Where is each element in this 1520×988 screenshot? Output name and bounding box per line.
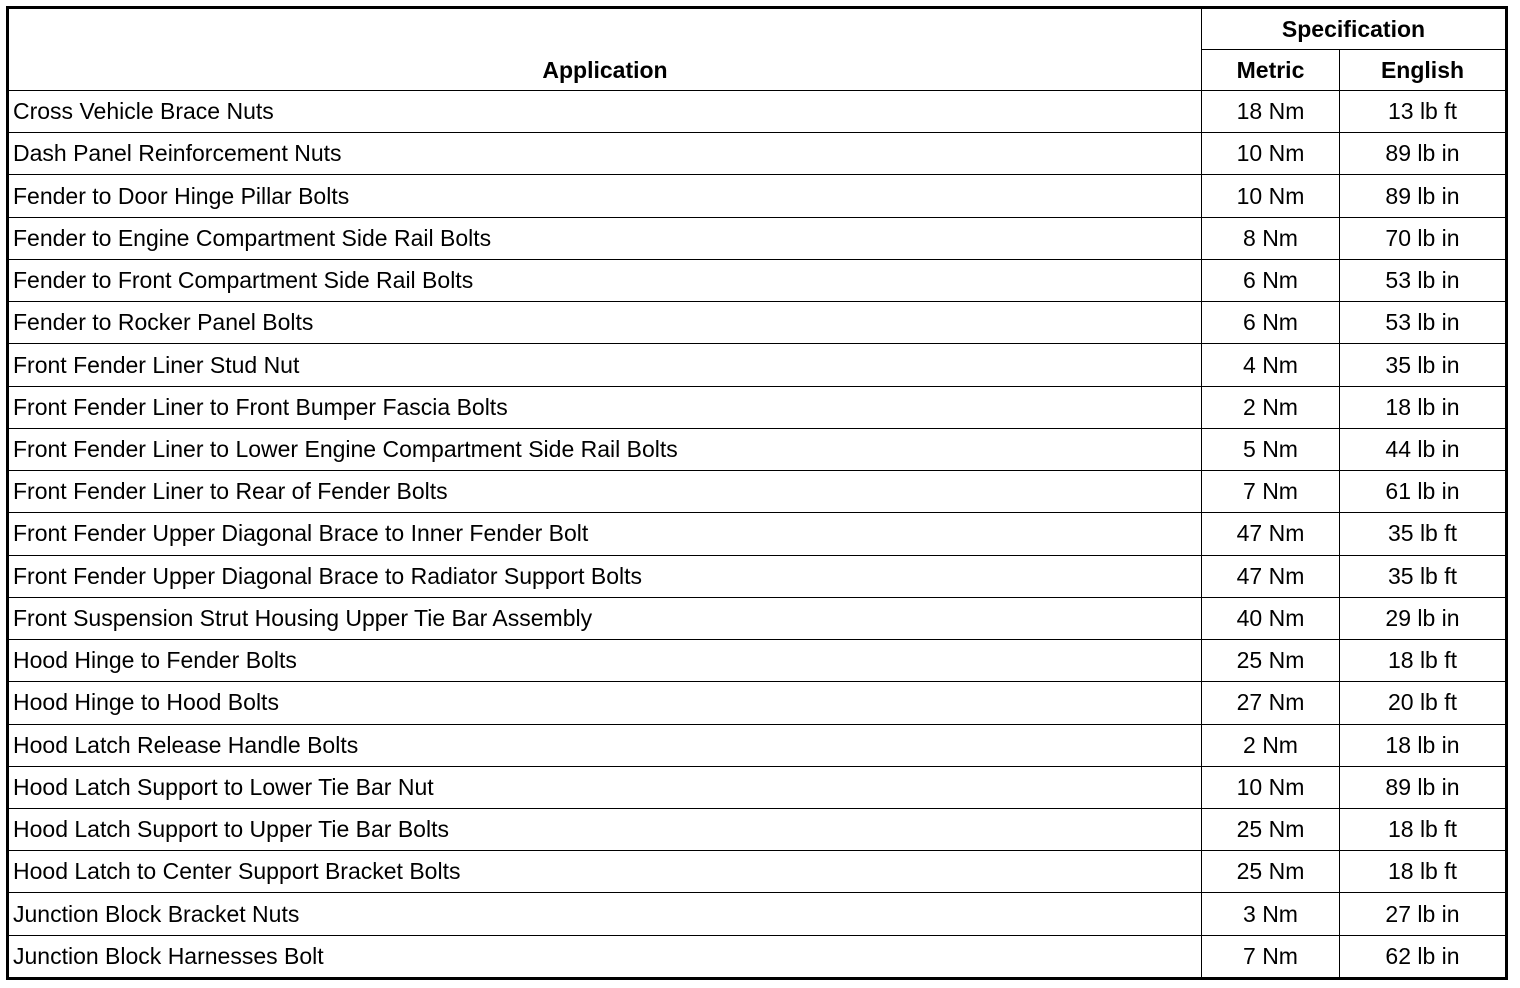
application-cell: Dash Panel Reinforcement Nuts	[8, 133, 1202, 175]
table-row	[8, 428, 1507, 470]
metric-value-cell: 25 Nm	[1202, 851, 1340, 893]
application-cell: Front Fender Upper Diagonal Brace to Radiator Support Bolts	[8, 555, 1202, 597]
application-cell: Front Fender Upper Diagonal Brace to Inner Fender Bolt	[8, 513, 1202, 555]
specification-column-header: Specification	[1202, 8, 1507, 50]
table-row	[8, 471, 1507, 513]
metric-value-cell: 8 Nm	[1202, 217, 1340, 259]
english-value-cell: 13 lb ft	[1340, 91, 1507, 133]
table-row	[8, 217, 1507, 259]
english-value-cell: 18 lb in	[1340, 386, 1507, 428]
application-cell: Junction Block Bracket Nuts	[8, 893, 1202, 935]
table-row	[8, 935, 1507, 978]
metric-value-cell: 10 Nm	[1202, 766, 1340, 808]
english-value-cell: 53 lb in	[1340, 259, 1507, 301]
metric-value-cell: 6 Nm	[1202, 259, 1340, 301]
application-cell: Fender to Front Compartment Side Rail Bolts	[8, 259, 1202, 301]
table-row	[8, 724, 1507, 766]
english-value-cell: 53 lb in	[1340, 302, 1507, 344]
table-row	[8, 386, 1507, 428]
english-value-cell: 35 lb ft	[1340, 555, 1507, 597]
metric-column-header: Metric	[1202, 50, 1340, 91]
application-cell: Front Suspension Strut Housing Upper Tie Bar Assembly	[8, 597, 1202, 639]
metric-value-cell: 47 Nm	[1202, 513, 1340, 555]
metric-value-cell: 2 Nm	[1202, 724, 1340, 766]
application-cell: Hood Hinge to Hood Bolts	[8, 682, 1202, 724]
english-value-cell: 18 lb ft	[1340, 640, 1507, 682]
table-row	[8, 766, 1507, 808]
metric-value-cell: 27 Nm	[1202, 682, 1340, 724]
application-cell: Hood Latch to Center Support Bracket Bolts	[8, 851, 1202, 893]
application-cell: Hood Latch Release Handle Bolts	[8, 724, 1202, 766]
table-row	[8, 259, 1507, 301]
metric-value-cell: 10 Nm	[1202, 133, 1340, 175]
english-value-cell: 44 lb in	[1340, 428, 1507, 470]
table-row	[8, 808, 1507, 850]
application-cell: Fender to Door Hinge Pillar Bolts	[8, 175, 1202, 217]
application-cell: Front Fender Liner Stud Nut	[8, 344, 1202, 386]
fastener-specification-table	[6, 6, 1508, 980]
table-header	[8, 8, 1507, 91]
english-value-cell: 35 lb ft	[1340, 513, 1507, 555]
table-row	[8, 597, 1507, 639]
metric-value-cell: 2 Nm	[1202, 386, 1340, 428]
english-value-cell: 27 lb in	[1340, 893, 1507, 935]
english-value-cell: 89 lb in	[1340, 175, 1507, 217]
table-row	[8, 133, 1507, 175]
english-value-cell: 18 lb in	[1340, 724, 1507, 766]
metric-value-cell: 4 Nm	[1202, 344, 1340, 386]
metric-value-cell: 7 Nm	[1202, 471, 1340, 513]
english-value-cell: 29 lb in	[1340, 597, 1507, 639]
application-cell: Hood Hinge to Fender Bolts	[8, 640, 1202, 682]
english-value-cell: 20 lb ft	[1340, 682, 1507, 724]
table-row	[8, 893, 1507, 935]
english-value-cell: 62 lb in	[1340, 935, 1507, 978]
english-value-cell: 70 lb in	[1340, 217, 1507, 259]
application-cell: Cross Vehicle Brace Nuts	[8, 91, 1202, 133]
metric-value-cell: 10 Nm	[1202, 175, 1340, 217]
table-body	[8, 91, 1507, 979]
table-row	[8, 555, 1507, 597]
english-value-cell: 89 lb in	[1340, 133, 1507, 175]
table-row	[8, 344, 1507, 386]
metric-value-cell: 3 Nm	[1202, 893, 1340, 935]
application-cell: Hood Latch Support to Upper Tie Bar Bolts	[8, 808, 1202, 850]
application-cell: Hood Latch Support to Lower Tie Bar Nut	[8, 766, 1202, 808]
english-value-cell: 35 lb in	[1340, 344, 1507, 386]
english-value-cell: 61 lb in	[1340, 471, 1507, 513]
table-row	[8, 640, 1507, 682]
english-value-cell: 89 lb in	[1340, 766, 1507, 808]
application-cell: Junction Block Harnesses Bolt	[8, 935, 1202, 978]
metric-value-cell: 7 Nm	[1202, 935, 1340, 978]
table-row	[8, 302, 1507, 344]
metric-value-cell: 25 Nm	[1202, 640, 1340, 682]
metric-value-cell: 18 Nm	[1202, 91, 1340, 133]
table-row	[8, 513, 1507, 555]
metric-value-cell: 25 Nm	[1202, 808, 1340, 850]
application-cell: Front Fender Liner to Front Bumper Fascia Bolts	[8, 386, 1202, 428]
application-cell: Front Fender Liner to Rear of Fender Bolts	[8, 471, 1202, 513]
metric-value-cell: 40 Nm	[1202, 597, 1340, 639]
table-row	[8, 175, 1507, 217]
metric-value-cell: 5 Nm	[1202, 428, 1340, 470]
table-row	[8, 851, 1507, 893]
application-cell: Fender to Rocker Panel Bolts	[8, 302, 1202, 344]
metric-value-cell: 47 Nm	[1202, 555, 1340, 597]
application-cell: Fender to Engine Compartment Side Rail Bolts	[8, 217, 1202, 259]
english-value-cell: 18 lb ft	[1340, 808, 1507, 850]
english-column-header: English	[1340, 50, 1507, 91]
metric-value-cell: 6 Nm	[1202, 302, 1340, 344]
english-value-cell: 18 lb ft	[1340, 851, 1507, 893]
table-row	[8, 91, 1507, 133]
table-row	[8, 682, 1507, 724]
application-column-header: Application	[8, 8, 1202, 91]
application-cell: Front Fender Liner to Lower Engine Compartment Side Rail Bolts	[8, 428, 1202, 470]
